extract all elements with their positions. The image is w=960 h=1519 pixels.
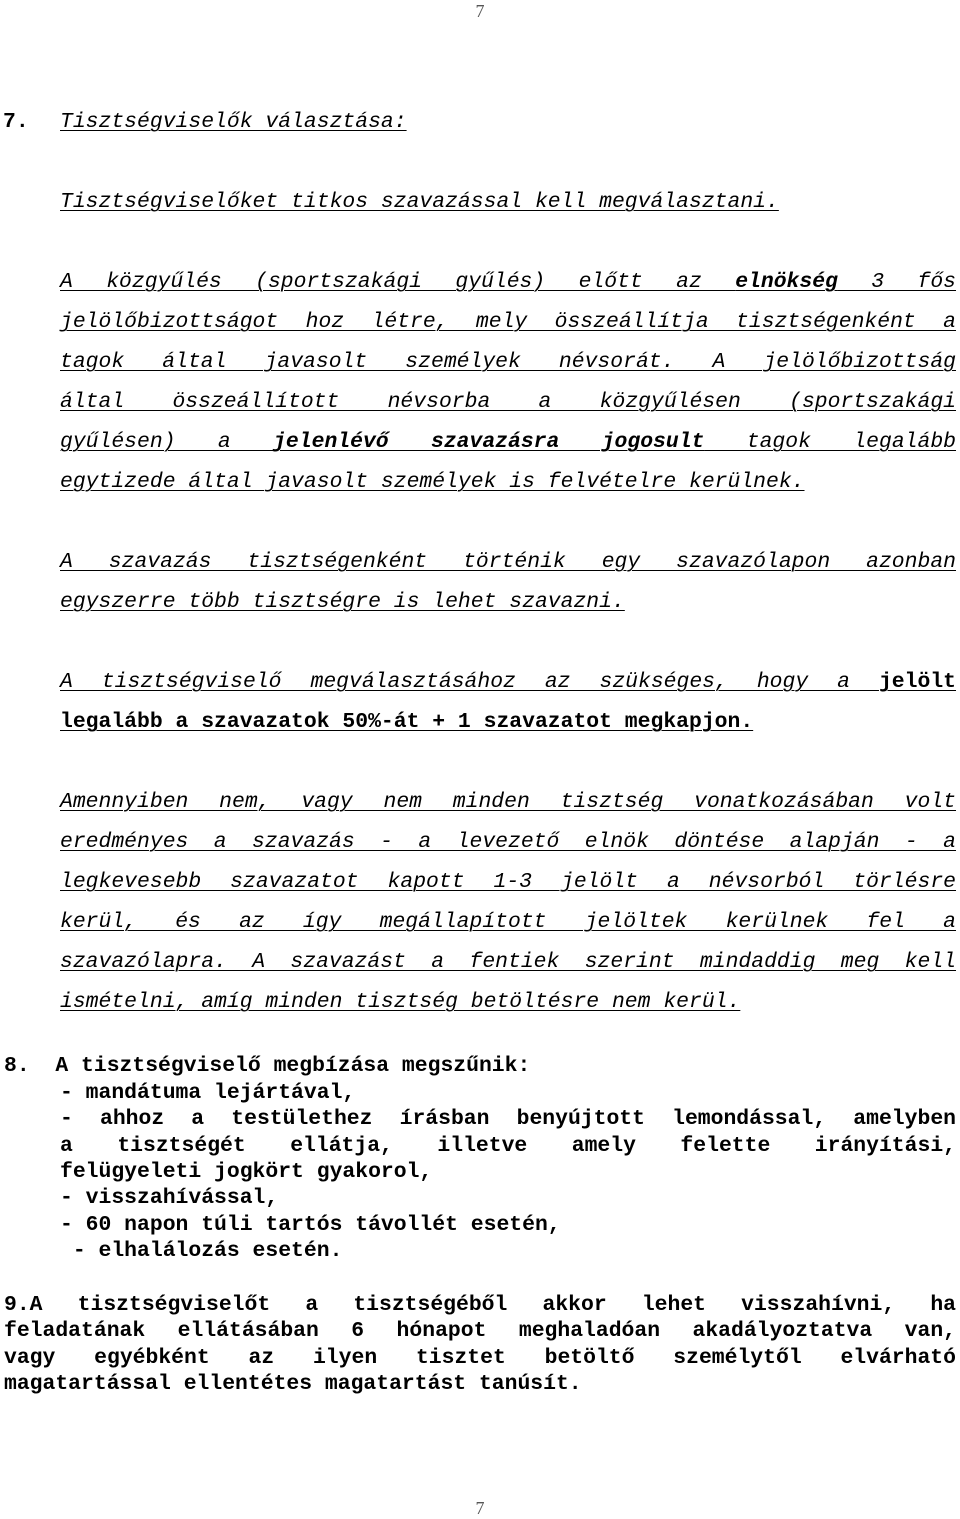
paragraph-line: gyűlésen) a jelenlévő szavazásra jogosult tagok legalább: [60, 430, 956, 454]
bold-term-jelenlevo: jelenlévő szavazásra jogosult: [273, 430, 705, 454]
paragraph-line: vagy egyébként az ilyen tisztet betöltő személytől elvárható: [4, 1346, 956, 1370]
section-7-title: Tisztségviselők választása:: [60, 110, 407, 134]
list-item: - visszahívással,: [60, 1186, 279, 1210]
paragraph-line: Amennyiben nem, vagy nem minden tisztség vonatkozásában volt: [60, 790, 956, 814]
section-7-paragraph-1: Tisztségviselőket titkos szavazással kell megválasztani.: [60, 190, 779, 214]
list-item-continuation: felügyeleti jogkört gyakorol,: [60, 1160, 433, 1184]
list-item: - ahhoz a testülethez írásban benyújtott lemondással, amelyben: [60, 1107, 956, 1131]
page-number-bottom: 7: [475, 1498, 485, 1518]
paragraph-line: szavazólapra. A szavazást a fentiek szerint mindaddig meg kell: [60, 950, 956, 974]
list-item: - elhalálozás esetén.: [60, 1239, 343, 1263]
paragraph-line: feladatának ellátásában 6 hónapot meghaladóan akadályoztatva van,: [4, 1319, 956, 1343]
bold-term-elnokseg: elnökség: [735, 270, 838, 294]
paragraph-line: A szavazás tisztségenként történik egy szavazólapon azonban: [60, 550, 956, 574]
paragraph-line: A tisztségviselő megválasztásához az szükséges, hogy a jelölt: [60, 670, 956, 694]
paragraph-line: ismételni, amíg minden tisztség betöltésre nem kerül.: [60, 990, 741, 1014]
paragraph-line: kerül, és az így megállapított jelöltek kerülnek fel a: [60, 910, 956, 934]
page-number-top: 7: [475, 1, 485, 21]
paragraph-line: magatartással ellentétes magatartást tanúsít.: [4, 1372, 582, 1396]
paragraph-line: eredményes a szavazás - a levezető elnök döntése alapján - a: [60, 830, 956, 854]
paragraph-line: tagok által javasolt személyek névsorát. A jelölőbizottság: [60, 350, 956, 374]
paragraph-line: által összeállított névsorba a közgyűlésen (sportszakági: [60, 390, 956, 414]
bold-term-jelolt: jelölt: [878, 670, 956, 694]
paragraph-line: A közgyűlés (sportszakági gyűlés) előtt az elnökség 3 fős: [60, 270, 956, 294]
paragraph-line: legalább a szavazatok 50%-át + 1 szavazatot megkapjon.: [60, 710, 754, 734]
paragraph-line: legkevesebb szavazatot kapott 1-3 jelölt a névsorból törlésre: [60, 870, 956, 894]
paragraph-line: jelölőbizottságot hoz létre, mely összeállítja tisztségenként a: [60, 310, 956, 334]
list-item-continuation: a tisztségét ellátja, illetve amely felette irányítási,: [60, 1134, 956, 1158]
list-item: - 60 napon túli tartós távollét esetén,: [60, 1213, 561, 1237]
list-item: - mandátuma lejártával,: [60, 1081, 356, 1105]
section-7-number: 7.: [3, 110, 29, 134]
section-8-heading: 8. A tisztségviselő megbízása megszűnik:: [4, 1054, 531, 1078]
paragraph-line: egytizede által javasolt személyek is felvételre kerülnek.: [60, 470, 805, 494]
paragraph-line: egyszerre több tisztségre is lehet szavazni.: [60, 590, 625, 614]
paragraph-line: 9.A tisztségviselőt a tisztségéből akkor lehet visszahívni, ha: [4, 1293, 956, 1317]
